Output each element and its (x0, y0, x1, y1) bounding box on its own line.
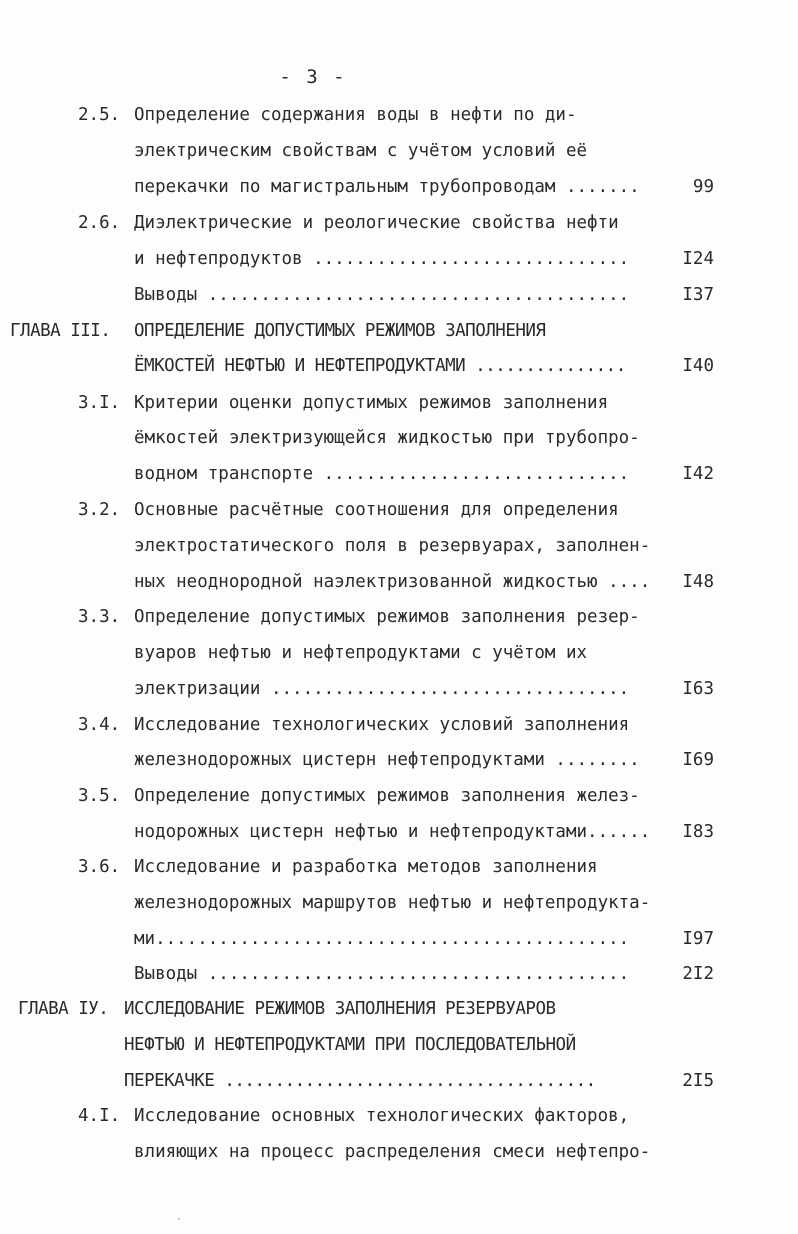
entry-3-6-line-2: железнодорожных маршрутов нефтью и нефтепродукта- (134, 893, 651, 913)
entry-3-4-line-2: железнодорожных цистерн нефтепродуктами ........ (134, 750, 640, 770)
chapter-3-page: I40 (682, 356, 714, 376)
conclusions-chapter-2: Выводы ........................................ (134, 285, 630, 305)
entry-3-3-line-2: вуаров нефтью и нефтепродуктами с учётом их (134, 643, 588, 663)
chapter-4-title-line-1: ИССЛЕДОВАНИЕ РЕЖИМОВ ЗАПОЛНЕНИЯ РЕЗЕРВУАРОВ (124, 999, 556, 1019)
entry-3-6-number: 3.6. (78, 857, 121, 877)
entry-2-6-line-2: и нефтепродуктов .............................. (134, 249, 630, 269)
entry-3-1-line-2: ёмкостей электризующейся жидкостью при трубопро- (134, 428, 640, 448)
entry-4-1-number: 4.I. (78, 1106, 121, 1126)
chapter-3-title-line-2: ЁМКОСТЕЙ НЕФТЬЮ И НЕФТЕПРОДУКТАМИ ............... (134, 356, 626, 376)
entry-3-3-line-1: Определение допустимых режимов заполнения резер- (134, 607, 640, 627)
entry-2-6-number: 2.6. (78, 213, 121, 233)
page-number: - 3 - (279, 66, 347, 88)
chapter-4-page: 2I5 (682, 1071, 714, 1091)
entry-2-6-line-1: Диэлектрические и реологические свойства нефти (134, 213, 619, 233)
entry-2-5-line-1: Определение содержания воды в нефти по ди- (134, 105, 577, 125)
entry-2-5-number: 2.5. (78, 105, 121, 125)
entry-2-6-page: I24 (682, 249, 714, 269)
entry-3-1-page: I42 (682, 464, 714, 484)
chapter-4-title-line-3: ПЕРЕКАЧКЕ ..................................... (124, 1071, 596, 1091)
entry-3-6-page: I97 (682, 929, 714, 949)
entry-3-5-line-1: Определение допустимых режимов заполнения желез- (134, 786, 640, 806)
entry-3-2-page: I48 (682, 572, 714, 592)
entry-3-5-number: 3.5. (78, 786, 121, 806)
entry-4-1-line-2: влияющих на процесс распределения смеси нефтепро- (134, 1142, 651, 1162)
entry-3-6-line-1: Исследование и разработка методов заполнения (134, 857, 598, 877)
entry-3-4-line-1: Исследование технологических условий заполнения (134, 715, 630, 735)
chapter-3-title-line-1: ОПРЕДЕЛЕНИЕ ДОПУСТИМЫХ РЕЖИМОВ ЗАПОЛНЕНИЯ (134, 321, 546, 341)
conclusions-chapter-3: Выводы ........................................ (134, 964, 630, 984)
entry-3-3-number: 3.3. (78, 607, 121, 627)
entry-3-3-line-3: электризации .................................. (134, 679, 630, 699)
entry-3-2-number: 3.2. (78, 500, 121, 520)
entry-3-2-line-3: ных неоднородной наэлектризованной жидкостью .... (134, 572, 651, 592)
entry-3-3-page: I63 (682, 679, 714, 699)
chapter-4-title-line-2: НЕФТЬЮ И НЕФТЕПРОДУКТАМИ ПРИ ПОСЛЕДОВАТЕЛЬНОЙ (124, 1035, 576, 1055)
entry-3-6-line-3: ми............................................. (134, 929, 630, 949)
entry-3-4-page: I69 (682, 750, 714, 770)
entry-3-1-line-3: водном транспорте ............................. (134, 464, 630, 484)
chapter-4-label: ГЛАВА IУ. (18, 999, 109, 1019)
chapter-3-label: ГЛАВА III. (10, 321, 111, 341)
entry-3-2-line-1: Основные расчётные соотношения для определения (134, 500, 619, 520)
conclusions-chapter-3-page: 2I2 (682, 964, 714, 984)
conclusions-chapter-2-page: I37 (682, 285, 714, 305)
scan-speck (178, 1218, 180, 1220)
entry-2-5-page: 99 (692, 177, 714, 197)
entry-3-4-number: 3.4. (78, 715, 121, 735)
entry-3-5-page: I83 (682, 822, 714, 842)
entry-2-5-line-3: перекачки по магистральным трубопроводам ....... (134, 177, 640, 197)
entry-4-1-line-1: Исследование основных технологических факторов, (134, 1106, 630, 1126)
entry-3-5-line-2: нодорожных цистерн нефтью и нефтепродуктами...... (134, 822, 651, 842)
entry-2-5-line-2: электрическим свойствам с учётом условий её (134, 141, 588, 161)
entry-3-1-line-1: Критерии оценки допустимых режимов заполнения (134, 393, 609, 413)
entry-3-2-line-2: электростатического поля в резервуарах, заполнен- (134, 536, 651, 556)
entry-3-1-number: 3.I. (78, 393, 121, 413)
